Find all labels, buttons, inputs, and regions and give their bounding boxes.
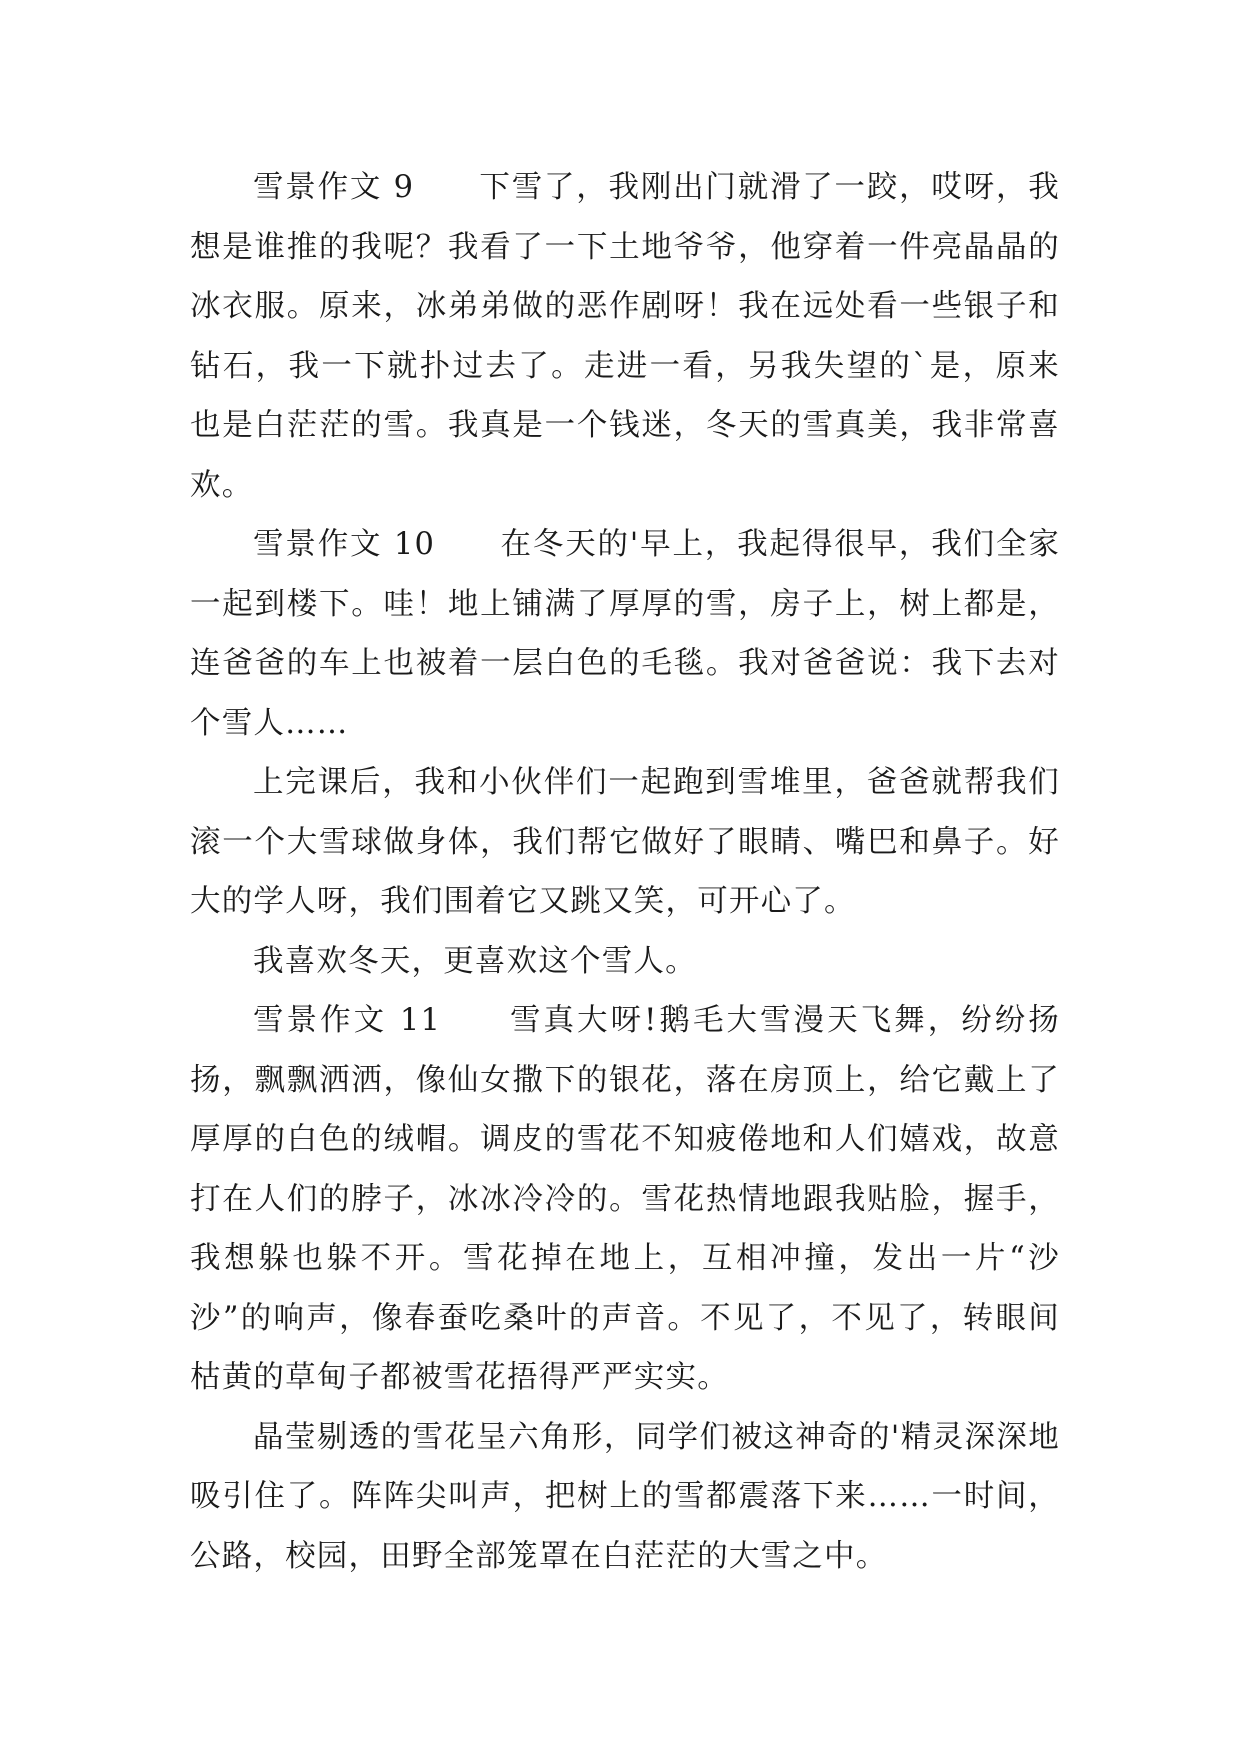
document-body: [190, 158, 1060, 1586]
essay-heading: 雪景作文 10: [253, 527, 436, 562]
paragraph-text: 雪真大呀!鹅毛大雪漫天飞舞，纷纷扬扬，飘飘洒洒，像仙女撒下的银花，落在房顶上，给它戴上了厚厚的白色的绒帽。调皮的雪花不知疲倦地和人们嬉戏，故意打在人们的脖子，冰冰冷冷的。雪花热情地跟我贴脸，握手，我想躲也躲不开。雪花掉在地上，互相冲撞，发出一片“沙沙”的响声，像春蚕吃桑叶的声音。不见了，不见了，转眼间枯黄的草甸子都被雪花捂得严严实实。: [190, 1003, 1060, 1395]
essay-heading: 雪景作文 9: [253, 170, 415, 205]
essay-heading: 雪景作文 11: [253, 1003, 442, 1038]
heading-gap: [435, 527, 500, 562]
paragraph: [190, 932, 1060, 992]
paragraph: [190, 753, 1060, 932]
paragraph-text: 上完课后，我和小伙伴们一起跑到雪堆里，爸爸就帮我们滚一个大雪球做身体，我们帮它做好了眼睛、嘴巴和鼻子。好大的学人呀，我们围着它又跳又笑，可开心了。: [190, 765, 1060, 919]
paragraph: [190, 991, 1060, 1408]
paragraph-text: 下雪了，我刚出门就滑了一跤，哎呀，我想是谁推的我呢？我看了一下土地爷爷，他穿着一件亮晶晶的冰衣服。原来，冰弟弟做的恶作剧呀！我在远处看一些银子和钻石，我一下就扑过去了。走进一看，另我失望的`是，原来也是白茫茫的雪。我真是一个钱迷，冬天的雪真美，我非常喜欢。: [190, 170, 1060, 503]
paragraph-text: 晶莹剔透的雪花呈六角形，同学们被这神奇的'精灵深深地吸引住了。阵阵尖叫声，把树上的雪都震落下来……一时间，公路，校园，田野全部笼罩在白茫茫的大雪之中。: [190, 1419, 1060, 1574]
heading-gap: [441, 1003, 510, 1038]
paragraph-text: 在冬天的'早上，我起得很早，我们全家一起到楼下。哇！地上铺满了厚厚的雪，房子上，树上都是，连爸爸的车上也被着一层白色的毛毯。我对爸爸说：我下去对个雪人……: [190, 527, 1061, 741]
paragraph: [190, 1408, 1060, 1587]
heading-gap: [414, 170, 479, 205]
paragraph: [190, 515, 1060, 753]
paragraph: [190, 158, 1060, 515]
paragraph-text: 我喜欢冬天，更喜欢这个雪人。: [253, 943, 697, 979]
